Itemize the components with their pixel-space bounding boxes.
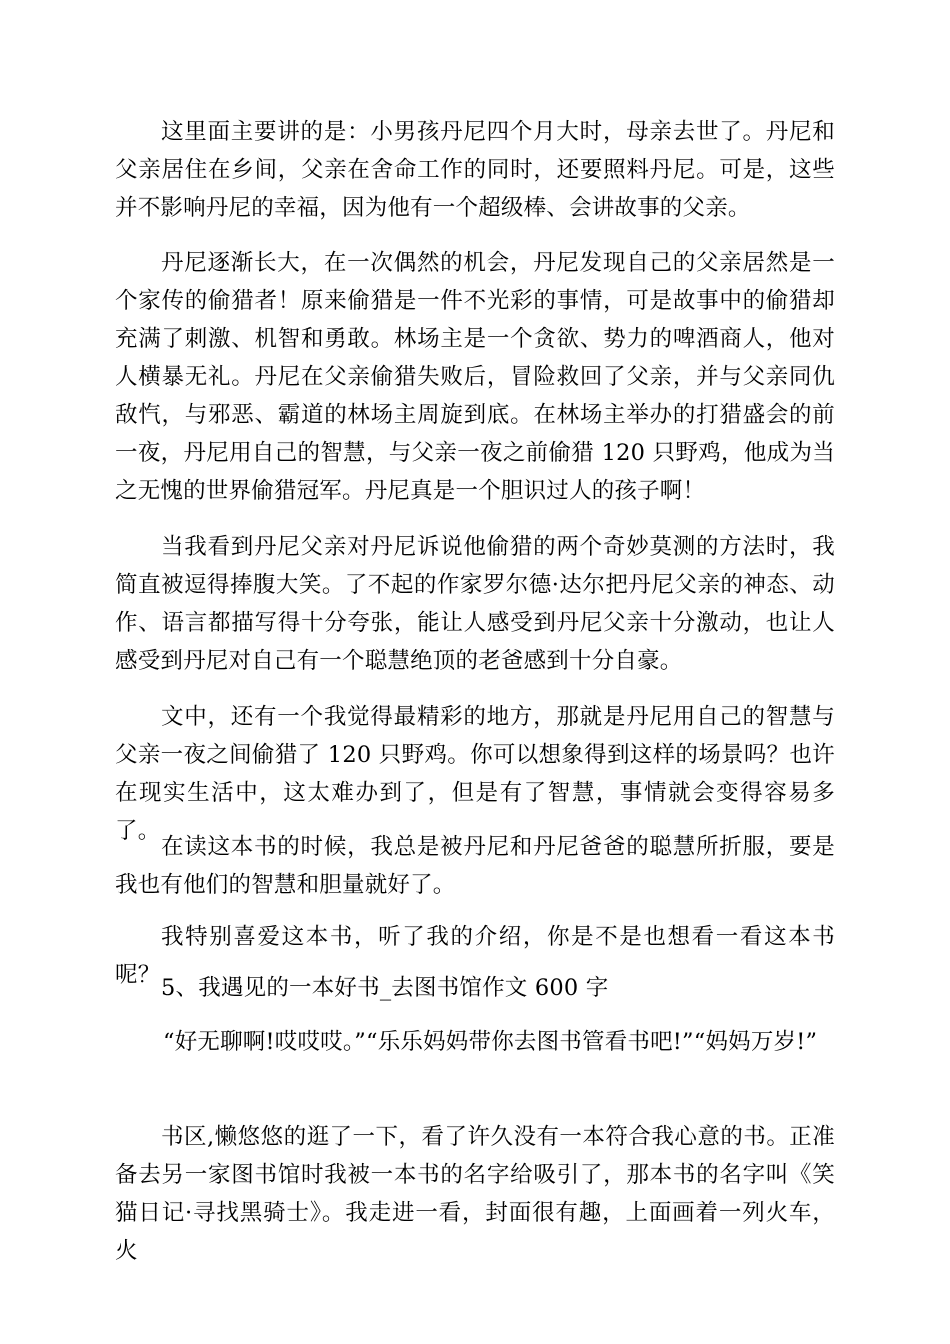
section-heading: 5、我遇见的一本好书_去图书馆作文 600 字 xyxy=(161,975,609,1001)
paragraph-admiration: 在读这本书的时候，我总是被丹尼和丹尼爸爸的聪慧所折服，要是我也有他们的智慧和胆量就好了。 xyxy=(115,834,835,898)
paragraph-danny-grows-up: 丹尼逐渐长大，在一次偶然的机会，丹尼发现自己的父亲居然是一个家传的偷猎者！原来偷猎是一件不光彩的事情，可是故事中的偷猎却充满了刺激、机智和勇敢。林场主是一个贪欲、势力的啤酒商人，他对人横暴无礼。丹尼在父亲偷猎失败后，冒险救回了父亲，并与父亲同仇敌忾，与邪恶、霸道的林场主周旋到底。在林场主举办的打猎盛会的前一夜，丹尼用自己的智慧，与父亲一夜之前偷猎 120 只野鸡，他成为当之无愧的世界偷猎冠军。丹尼真是一个胆识过人的孩子啊！ xyxy=(115,250,835,504)
paragraph-dialogue: “好无聊啊!哎哎哎。”“乐乐妈妈带你去图书管看书吧!”“妈妈万岁!” xyxy=(163,1029,818,1055)
paragraph-father-methods: 当我看到丹尼父亲对丹尼诉说他偷猎的两个奇妙莫测的方法时，我简直被逗得捧腹大笑。了不起的作家罗尔德·达尔把丹尼父亲的神态、动作、语言都描写得十分夸张，能让人感受到丹尼父亲十分激动，也让人感受到丹尼对自己有一个聪慧绝顶的老爸感到十分自豪。 xyxy=(115,534,835,674)
paragraph-library-visit: 书区,懒悠悠的逛了一下，看了许久没有一本符合我心意的书。正准备去另一家图书馆时我被一本书的名字给吸引了，那本书的名字叫《笑猫日记·寻找黑骑士》。我走进一看，封面很有趣，上面画着一列火车，火 xyxy=(115,1124,835,1264)
paragraph-favorite-part: 文中，还有一个我觉得最精彩的地方，那就是丹尼用自己的智慧与父亲一夜之间偷猎了 120 只野鸡。你可以想象得到这样的场景吗？也许在现实生活中，这太难办到了，但是有了智慧，事情就会变得容易多了。 xyxy=(115,704,835,844)
paragraph-recommendation: 我特别喜爱这本书，听了我的介绍，你是不是也想看一看这本书呢？ xyxy=(115,924,835,988)
paragraph-story-summary: 这里面主要讲的是：小男孩丹尼四个月大时，母亲去世了。丹尼和父亲居住在乡间，父亲在舍命工作的同时，还要照料丹尼。可是，这些并不影响丹尼的幸福，因为他有一个超级棒、会讲故事的父亲。 xyxy=(115,119,835,221)
